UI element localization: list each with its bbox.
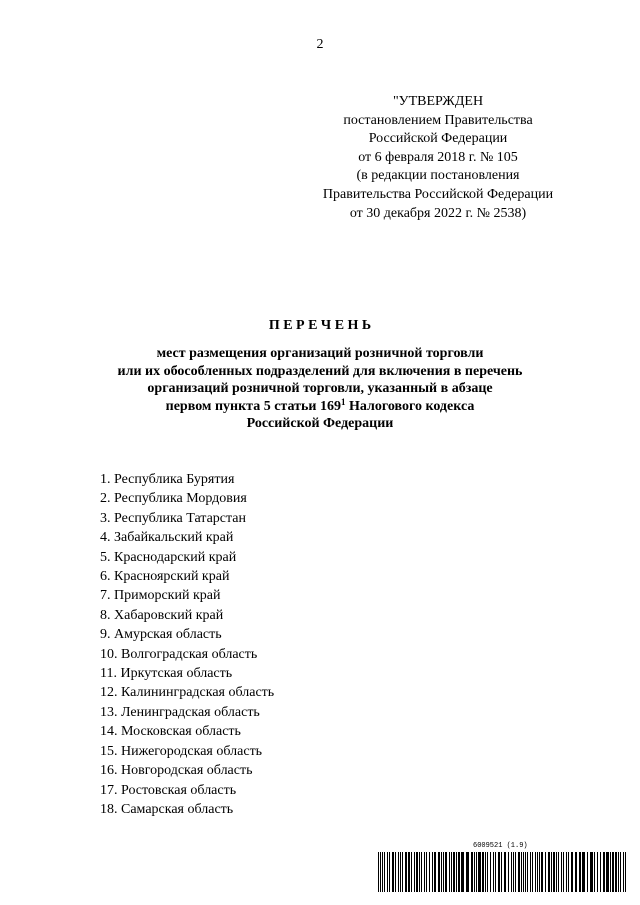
list-item: 2. Республика Мордовия [100,491,247,507]
subtitle-line: или их обособленных подразделений для включения в перечень [117,363,523,379]
list-item: 14. Московская область [100,724,241,740]
barcode-block [378,842,628,892]
approval-stamp [300,93,576,223]
list-item: 4. Забайкальский край [100,530,234,546]
list-item: 6. Красноярский край [100,569,230,585]
subtitle-text: первом пункта 5 статьи 169 [165,398,341,414]
subtitle-line: Российской Федерации [246,416,394,431]
list-item: 5. Краснодарский край [100,549,237,565]
regions-list [100,470,274,819]
list-item: 12. Калининградская область [100,685,275,701]
list-item: 17. Ростовская область [100,782,237,798]
document-subtitle [80,345,560,433]
barcode-number: 6009521 (1.9) [473,842,528,850]
list-item: 8. Хабаровский край [100,607,224,623]
list-item: 3. Республика Татарстан [100,510,247,526]
list-item: 16. Новгородская область [100,763,253,779]
list-item: 11. Иркутская область [100,666,233,682]
list-item: 7. Приморский край [100,588,221,604]
approval-line: от 6 февраля 2018 г. № 105 [358,149,518,165]
approval-line: Российской Федерации [368,131,508,147]
list-item: 13. Ленинградская область [100,704,260,720]
superscript: 1 [340,396,346,407]
subtitle-line: организаций розничной торговли, указанный в абзаце [147,381,493,396]
approval-line: (в редакции постановления [356,168,520,184]
document-title: П Е Р Е Ч Е Н Ь [268,318,372,333]
list-item: 10. Волгоградская область [100,646,258,662]
list-item: 15. Нижегородская область [100,743,263,759]
approval-line: от 30 декабря 2022 г. № 2538) [349,205,527,221]
list-item: 1. Республика Бурятия [100,472,235,487]
approval-line: Правительства Российской Федерации [322,186,554,202]
approval-line: постановлением Правительства [343,112,533,128]
barcode-image [378,852,628,892]
page-number: 2 [316,37,324,52]
subtitle-line [80,398,560,416]
subtitle-text: Налогового кодекса [345,398,475,414]
list-item: 18. Самарская область [100,801,234,817]
approval-line: "УТВЕРЖДЕН [392,94,484,109]
subtitle-line: мест размещения организаций розничной торговли [156,346,484,361]
list-item: 9. Амурская область [100,627,222,643]
